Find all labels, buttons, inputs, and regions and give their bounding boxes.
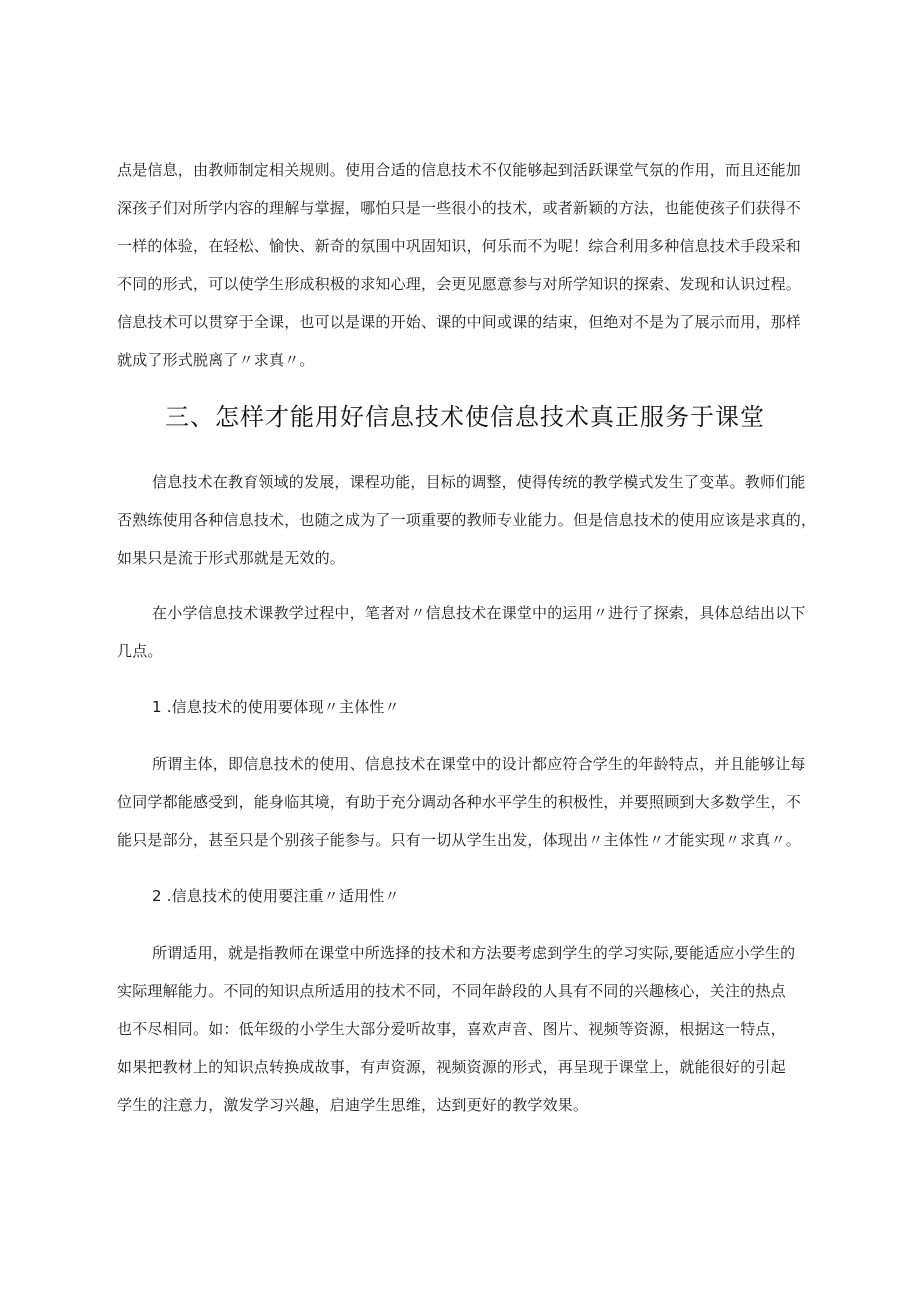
paragraph-line: 位同学都能感受到，能身临其境，有助于充分调动各种水平学生的积极性，并要照顾到大多数学生，不: [117, 793, 802, 811]
paragraph-line: 不同的形式，可以使学生形成积极的求知心理，会更见愿意参与对所学知识的探索、发现和认识过程。: [117, 275, 802, 293]
paragraph-line: 所谓主体，即信息技术的使用、信息技术在课堂中的设计都应符合学生的年龄特点，并且能够让每: [152, 755, 806, 773]
paragraph-line: 如果把教材上的知识点转换成故事，有声资源，视频资源的形式，再呈现于课堂上，就能很好的引起: [117, 1058, 786, 1076]
paragraph-line: 如果只是流于形式那就是无效的。: [117, 549, 346, 567]
section-heading: 三、怎样才能用好信息技术使信息技术真正服务于课堂: [165, 403, 765, 431]
paragraph-line: 能只是部分，甚至只是个别孩子能参与。只有一切从学生出发，体现出〃主体性〃才能实现〃求真〃。: [117, 831, 802, 849]
paragraph-line: 一样的体验，在轻松、愉快、新奇的氛围中巩固知识，何乐而不为呢！综合利用多种信息技术手段采和: [117, 237, 802, 255]
paragraph-line: 在小学信息技术课教学过程中，笔者对〃信息技术在课堂中的运用〃进行了探索，具体总结出以下: [152, 604, 806, 622]
paragraph-line: 否熟练使用各种信息技术，也随之成为了一项重要的教师专业能力。但是信息技术的使用应该是求真的，: [117, 511, 817, 529]
subheading-1: 1 .信息技术的使用要体现〃主体性〃: [152, 698, 400, 716]
paragraph-line: 也不尽相同。如：低年级的小学生大部分爱听故事，喜欢声音、图片、视频等资源，根据这一特点，: [117, 1020, 786, 1038]
paragraph-line: 信息技术在教育领域的发展，课程功能，目标的调整，使得传统的教学模式发生了变革。教师们能: [152, 473, 806, 491]
paragraph-line: 几点。: [117, 642, 163, 660]
paragraph-line: 深孩子们对所学内容的理解与掌握，哪怕只是一些很小的技术，或者新颖的方法，也能使孩子们获得不: [117, 199, 802, 217]
paragraph-line: 学生的注意力，激发学习兴趣，启迪学生思维，达到更好的教学效果。: [117, 1096, 589, 1114]
paragraph-line: 实际理解能力。不同的知识点所适用的技术不同，不同年龄段的人具有不同的兴趣核心，关注的热点: [117, 982, 786, 1000]
subheading-2: 2 .信息技术的使用要注重〃适用性〃: [152, 887, 400, 905]
paragraph-line: 就成了形式脱离了〃求真〃。: [117, 351, 315, 369]
paragraph-line: 所谓适用，就是指教师在课堂中所选择的技术和方法要考虑到学生的学习实际,要能适应小学生的: [152, 944, 796, 962]
paragraph-line: 信息技术可以贯穿于全课，也可以是课的开始、课的中间或课的结束，但绝对不是为了展示而用，那样: [117, 313, 802, 331]
paragraph-line: 点是信息，由教师制定相关规则。使用合适的信息技术不仅能够起到活跃课堂气氛的作用，而且还能加: [117, 161, 802, 179]
